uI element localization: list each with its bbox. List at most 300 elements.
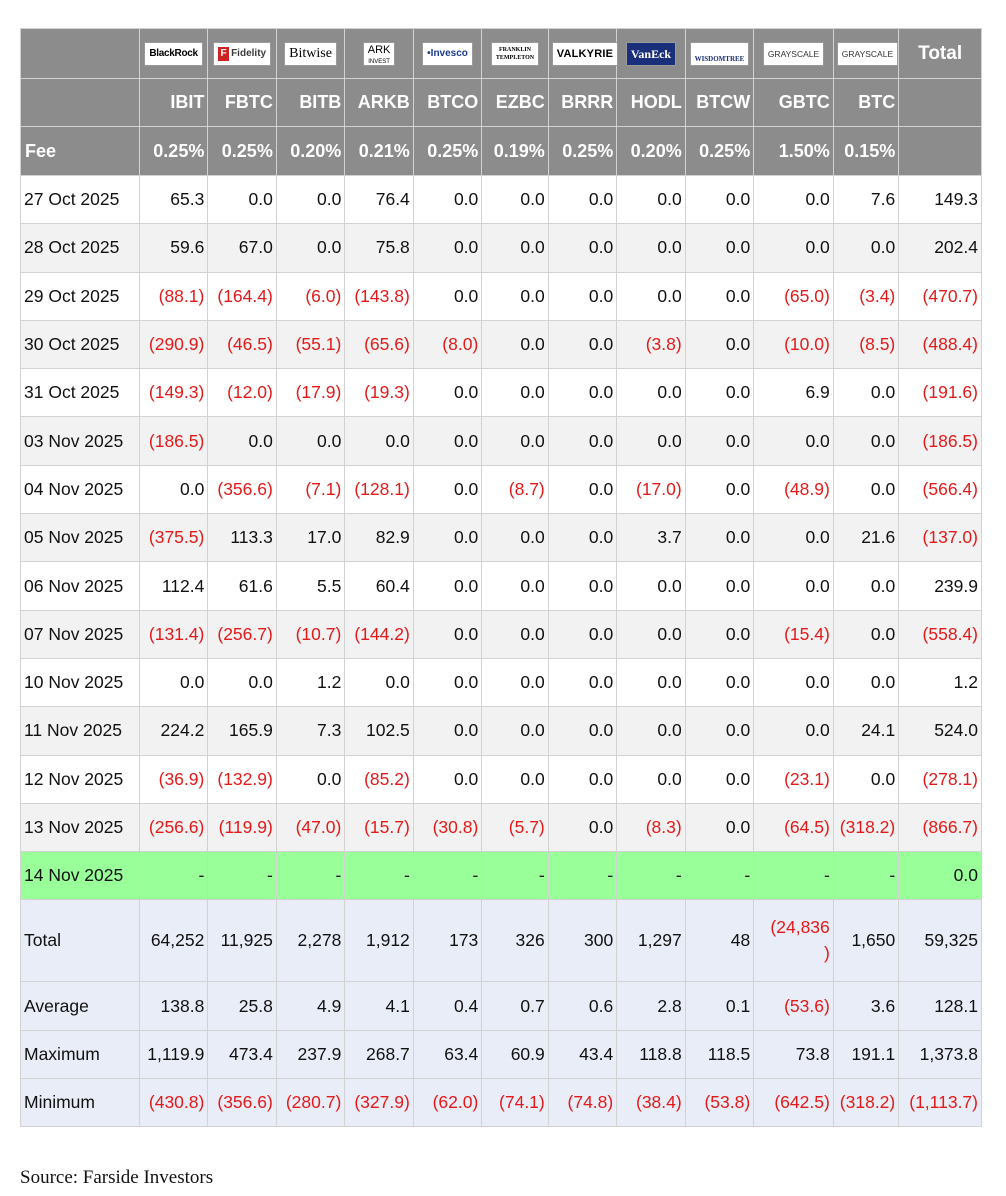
summary-cell: (24,836 ) xyxy=(754,900,834,982)
flow-cell: (64.5) xyxy=(754,803,834,851)
flow-cell: 0.0 xyxy=(617,755,685,803)
summary-cell: 191.1 xyxy=(833,1030,898,1078)
flow-cell: 0.0 xyxy=(139,658,207,706)
summary-cell: 25.8 xyxy=(208,982,276,1030)
summary-cell: (430.8) xyxy=(139,1079,207,1127)
flow-cell: 102.5 xyxy=(345,707,413,755)
flow-cell: - xyxy=(139,852,207,900)
flow-cell: (119.9) xyxy=(208,803,276,851)
flow-cell: 0.0 xyxy=(685,755,753,803)
fee-row xyxy=(21,127,982,176)
flow-cell: 0.0 xyxy=(548,610,616,658)
flow-cell: 0.0 xyxy=(548,272,616,320)
fidelity-logo: F Fidelity xyxy=(213,42,271,66)
flow-cell: (19.3) xyxy=(345,369,413,417)
flow-cell: (10.0) xyxy=(754,320,834,368)
flow-cell: 0.0 xyxy=(548,465,616,513)
flow-cell: - xyxy=(413,852,481,900)
table-row xyxy=(21,272,982,320)
flow-cell: (30.8) xyxy=(413,803,481,851)
header-corner-cell xyxy=(21,29,140,79)
flow-cell: 0.0 xyxy=(617,658,685,706)
table-row xyxy=(21,514,982,562)
summary-cell: 473.4 xyxy=(208,1030,276,1078)
bitcoin-etf-flows-table xyxy=(20,28,982,1127)
flow-cell: (356.6) xyxy=(208,465,276,513)
flow-cell: 0.0 xyxy=(345,658,413,706)
row-total: 0.0 xyxy=(899,852,982,900)
table-row xyxy=(21,224,982,272)
flow-cell: 0.0 xyxy=(413,369,481,417)
row-date: 14 Nov 2025 xyxy=(21,852,140,900)
summary-cell: 2.8 xyxy=(617,982,685,1030)
summary-cell: 118.8 xyxy=(617,1030,685,1078)
summary-cell: (38.4) xyxy=(617,1079,685,1127)
flow-cell: 0.0 xyxy=(413,514,481,562)
flow-cell: 0.0 xyxy=(548,803,616,851)
table-row xyxy=(21,417,982,465)
flow-cell: (144.2) xyxy=(345,610,413,658)
summary-row xyxy=(21,900,982,982)
row-date: 27 Oct 2025 xyxy=(21,176,140,224)
invesco-logo-cell xyxy=(413,29,481,79)
bitwise-logo-cell xyxy=(276,29,344,79)
row-date: 10 Nov 2025 xyxy=(21,658,140,706)
flow-cell: 0.0 xyxy=(617,369,685,417)
flow-cell: (15.4) xyxy=(754,610,834,658)
flow-cell: 0.0 xyxy=(413,224,481,272)
row-total: 524.0 xyxy=(899,707,982,755)
summary-cell: 0.6 xyxy=(548,982,616,1030)
summary-label: Total xyxy=(21,900,140,982)
flow-cell: 0.0 xyxy=(548,755,616,803)
flow-cell: - xyxy=(345,852,413,900)
fidelity-logo-cell xyxy=(208,29,276,79)
row-date: 29 Oct 2025 xyxy=(21,272,140,320)
invesco-logo: •Invesco xyxy=(422,42,473,66)
flow-cell: 0.0 xyxy=(482,369,548,417)
flow-cell: 76.4 xyxy=(345,176,413,224)
flow-cell: 0.0 xyxy=(413,272,481,320)
issuer-logo-row xyxy=(21,29,982,79)
flow-cell: 60.4 xyxy=(345,562,413,610)
blackrock-logo: BlackRock xyxy=(144,42,202,66)
flow-cell: 0.0 xyxy=(482,610,548,658)
row-date: 07 Nov 2025 xyxy=(21,610,140,658)
flow-cell: 0.0 xyxy=(482,514,548,562)
flow-cell: 0.0 xyxy=(685,610,753,658)
ticker-header: BTCW xyxy=(685,79,753,127)
row-date: 13 Nov 2025 xyxy=(21,803,140,851)
flow-cell: (256.6) xyxy=(139,803,207,851)
wisdomtree-logo: WISDOMTREE xyxy=(690,42,750,66)
ticker-header: BRRR xyxy=(548,79,616,127)
flow-cell: 0.0 xyxy=(208,658,276,706)
row-total: (137.0) xyxy=(899,514,982,562)
summary-section xyxy=(21,900,982,1127)
row-total: (191.6) xyxy=(899,369,982,417)
flow-cell: (3.8) xyxy=(617,320,685,368)
flow-cell: 0.0 xyxy=(833,224,898,272)
row-date: 31 Oct 2025 xyxy=(21,369,140,417)
flow-cell: 0.0 xyxy=(413,755,481,803)
flow-cell: (143.8) xyxy=(345,272,413,320)
flow-cell: 0.0 xyxy=(685,514,753,562)
flow-cell: - xyxy=(548,852,616,900)
summary-cell: 1,297 xyxy=(617,900,685,982)
flow-cell: 0.0 xyxy=(548,707,616,755)
summary-cell: 0.7 xyxy=(482,982,548,1030)
flow-cell: 0.0 xyxy=(548,224,616,272)
flow-cell: 0.0 xyxy=(754,514,834,562)
flow-cell: 0.0 xyxy=(413,176,481,224)
flow-cell: (3.4) xyxy=(833,272,898,320)
wisdomtree-logo-cell xyxy=(685,29,753,79)
flow-cell: (36.9) xyxy=(139,755,207,803)
flow-cell: 0.0 xyxy=(685,562,753,610)
summary-cell: (280.7) xyxy=(276,1079,344,1127)
flow-cell: 0.0 xyxy=(754,658,834,706)
table-row xyxy=(21,465,982,513)
fee-cell: 0.25% xyxy=(208,127,276,176)
total-column-header: Total xyxy=(899,29,982,79)
flow-cell: 0.0 xyxy=(413,658,481,706)
flow-cell: 0.0 xyxy=(617,610,685,658)
summary-cell: 1,912 xyxy=(345,900,413,982)
summary-cell: 11,925 xyxy=(208,900,276,982)
fee-label: Fee xyxy=(21,127,140,176)
flow-cell: 0.0 xyxy=(754,224,834,272)
valkyrie-logo: VALKYRIE xyxy=(552,42,618,66)
flow-cell: (10.7) xyxy=(276,610,344,658)
flow-cell: 0.0 xyxy=(413,417,481,465)
ticker-header: BTC xyxy=(833,79,898,127)
flow-cell: (149.3) xyxy=(139,369,207,417)
flow-cell: 0.0 xyxy=(685,176,753,224)
fee-cell: 0.20% xyxy=(617,127,685,176)
flow-cell: 0.0 xyxy=(548,417,616,465)
flow-cell: 112.4 xyxy=(139,562,207,610)
ticker-corner-cell xyxy=(21,79,140,127)
flow-cell: (256.7) xyxy=(208,610,276,658)
summary-total: 1,373.8 xyxy=(899,1030,982,1078)
flow-cell: 0.0 xyxy=(685,272,753,320)
flow-cell: 0.0 xyxy=(685,369,753,417)
summary-row xyxy=(21,1079,982,1127)
summary-cell: 1,650 xyxy=(833,900,898,982)
flow-cell: (55.1) xyxy=(276,320,344,368)
fee-cell: 1.50% xyxy=(754,127,834,176)
grayscale-gbtc-logo-cell xyxy=(754,29,834,79)
flow-cell: 82.9 xyxy=(345,514,413,562)
flow-cell: 0.0 xyxy=(833,562,898,610)
flow-cell: (8.0) xyxy=(413,320,481,368)
flow-cell: 0.0 xyxy=(548,369,616,417)
ticker-header: GBTC xyxy=(754,79,834,127)
summary-total: 128.1 xyxy=(899,982,982,1030)
flow-cell: 0.0 xyxy=(833,369,898,417)
flow-cell: (290.9) xyxy=(139,320,207,368)
table-row xyxy=(21,562,982,610)
row-date: 06 Nov 2025 xyxy=(21,562,140,610)
flow-cell: (186.5) xyxy=(139,417,207,465)
flow-cell: 0.0 xyxy=(482,755,548,803)
flow-cell: 1.2 xyxy=(276,658,344,706)
row-total: (470.7) xyxy=(899,272,982,320)
row-date: 05 Nov 2025 xyxy=(21,514,140,562)
flow-cell: 0.0 xyxy=(617,707,685,755)
table-row xyxy=(21,369,982,417)
flow-cell: 75.8 xyxy=(345,224,413,272)
flow-cell: 0.0 xyxy=(754,562,834,610)
flow-cell: (88.1) xyxy=(139,272,207,320)
ticker-header: IBIT xyxy=(139,79,207,127)
ticker-total-blank xyxy=(899,79,982,127)
table-row xyxy=(21,320,982,368)
ticker-header: EZBC xyxy=(482,79,548,127)
fidelity-f-icon: F xyxy=(218,47,229,61)
summary-cell: 4.1 xyxy=(345,982,413,1030)
summary-cell: 326 xyxy=(482,900,548,982)
flow-cell: 0.0 xyxy=(276,176,344,224)
row-date: 03 Nov 2025 xyxy=(21,417,140,465)
summary-cell: 43.4 xyxy=(548,1030,616,1078)
flow-cell: 0.0 xyxy=(833,610,898,658)
flow-cell: (6.0) xyxy=(276,272,344,320)
row-total: 149.3 xyxy=(899,176,982,224)
summary-cell: (74.8) xyxy=(548,1079,616,1127)
summary-cell: 1,119.9 xyxy=(139,1030,207,1078)
flow-cell: (164.4) xyxy=(208,272,276,320)
flow-cell: 0.0 xyxy=(276,417,344,465)
summary-cell: 138.8 xyxy=(139,982,207,1030)
summary-cell: (356.6) xyxy=(208,1079,276,1127)
row-date: 12 Nov 2025 xyxy=(21,755,140,803)
flow-cell: 0.0 xyxy=(685,658,753,706)
summary-cell: 48 xyxy=(685,900,753,982)
flow-cell: (7.1) xyxy=(276,465,344,513)
flow-cell: (47.0) xyxy=(276,803,344,851)
flow-cell: (8.3) xyxy=(617,803,685,851)
flow-cell: (318.2) xyxy=(833,803,898,851)
flow-cell: (375.5) xyxy=(139,514,207,562)
fee-cell: 0.15% xyxy=(833,127,898,176)
source-note: Source: Farside Investors xyxy=(20,1167,214,1188)
vaneck-logo-cell xyxy=(617,29,685,79)
summary-cell: 0.4 xyxy=(413,982,481,1030)
flow-cell: 165.9 xyxy=(208,707,276,755)
summary-cell: 237.9 xyxy=(276,1030,344,1078)
ark-invest-logo: ARK INVEST xyxy=(363,42,396,66)
row-total: (278.1) xyxy=(899,755,982,803)
flow-cell: (5.7) xyxy=(482,803,548,851)
grayscale-logo: GRAYSCALE xyxy=(763,42,824,66)
flow-cell: 17.0 xyxy=(276,514,344,562)
ticker-header: HODL xyxy=(617,79,685,127)
row-total: (866.7) xyxy=(899,803,982,851)
flow-cell: (17.0) xyxy=(617,465,685,513)
summary-cell: 4.9 xyxy=(276,982,344,1030)
flow-cell: 0.0 xyxy=(482,658,548,706)
flow-cell: 0.0 xyxy=(413,707,481,755)
summary-cell: (62.0) xyxy=(413,1079,481,1127)
flow-cell: 0.0 xyxy=(482,224,548,272)
row-total: (558.4) xyxy=(899,610,982,658)
flow-cell: (85.2) xyxy=(345,755,413,803)
flow-cell: 0.0 xyxy=(685,803,753,851)
flow-cell: 0.0 xyxy=(548,514,616,562)
table-row xyxy=(21,176,982,224)
flow-cell: (128.1) xyxy=(345,465,413,513)
flow-cell: (65.0) xyxy=(754,272,834,320)
flow-cell: 0.0 xyxy=(548,658,616,706)
fee-cell: 0.19% xyxy=(482,127,548,176)
flow-cell: 0.0 xyxy=(208,417,276,465)
table-row xyxy=(21,803,982,851)
ark-logo-cell xyxy=(345,29,413,79)
bitwise-logo: Bitwise xyxy=(284,42,337,66)
flow-cell: 0.0 xyxy=(345,417,413,465)
summary-label: Average xyxy=(21,982,140,1030)
flow-cell: 0.0 xyxy=(617,272,685,320)
flow-cell: 0.0 xyxy=(482,417,548,465)
summary-cell: 118.5 xyxy=(685,1030,753,1078)
flow-cell: 0.0 xyxy=(548,176,616,224)
summary-label: Minimum xyxy=(21,1079,140,1127)
flow-cell: 0.0 xyxy=(754,176,834,224)
flow-cell: 65.3 xyxy=(139,176,207,224)
flow-cell: 21.6 xyxy=(833,514,898,562)
flow-cell: 0.0 xyxy=(413,562,481,610)
flow-cell: 5.5 xyxy=(276,562,344,610)
flow-cell: (132.9) xyxy=(208,755,276,803)
row-total: (488.4) xyxy=(899,320,982,368)
summary-total: (1,113.7) xyxy=(899,1079,982,1127)
table-row xyxy=(21,610,982,658)
row-date: 04 Nov 2025 xyxy=(21,465,140,513)
flow-cell: 0.0 xyxy=(617,224,685,272)
summary-cell: 3.6 xyxy=(833,982,898,1030)
fee-cell: 0.25% xyxy=(685,127,753,176)
row-total: 1.2 xyxy=(899,658,982,706)
summary-cell: 64,252 xyxy=(139,900,207,982)
summary-row xyxy=(21,982,982,1030)
ticker-header: FBTC xyxy=(208,79,276,127)
row-date: 11 Nov 2025 xyxy=(21,707,140,755)
summary-label: Maximum xyxy=(21,1030,140,1078)
flow-cell: 224.2 xyxy=(139,707,207,755)
flow-cell: (46.5) xyxy=(208,320,276,368)
row-date: 28 Oct 2025 xyxy=(21,224,140,272)
row-total: (566.4) xyxy=(899,465,982,513)
vaneck-logo: VanEck xyxy=(626,42,676,66)
fee-cell: 0.20% xyxy=(276,127,344,176)
ticker-header: BITB xyxy=(276,79,344,127)
flow-cell: 0.0 xyxy=(685,465,753,513)
flow-cell: - xyxy=(754,852,834,900)
table-row xyxy=(21,852,982,900)
summary-cell: (642.5) xyxy=(754,1079,834,1127)
flow-cell: 0.0 xyxy=(413,610,481,658)
flow-cell: 0.0 xyxy=(276,755,344,803)
flow-cell: 0.0 xyxy=(754,417,834,465)
summary-cell: (74.1) xyxy=(482,1079,548,1127)
flow-cell: 0.0 xyxy=(139,465,207,513)
summary-cell: (318.2) xyxy=(833,1079,898,1127)
franklin-templeton-logo: FRANKLIN TEMPLETON xyxy=(491,42,539,66)
flow-cell: - xyxy=(685,852,753,900)
valkyrie-logo-cell xyxy=(548,29,616,79)
flow-cell: (23.1) xyxy=(754,755,834,803)
flow-cell: 0.0 xyxy=(548,562,616,610)
flow-cell: (17.9) xyxy=(276,369,344,417)
flow-cell: (48.9) xyxy=(754,465,834,513)
summary-cell: 60.9 xyxy=(482,1030,548,1078)
summary-row xyxy=(21,1030,982,1078)
grayscale-mini-logo: GRAYSCALE xyxy=(837,42,898,66)
flow-cell: 0.0 xyxy=(754,707,834,755)
flow-cell: 0.0 xyxy=(685,320,753,368)
row-total: 202.4 xyxy=(899,224,982,272)
etf-flow-table-container xyxy=(20,28,982,1127)
flow-cell: (8.5) xyxy=(833,320,898,368)
table-row xyxy=(21,755,982,803)
flow-cell: (65.6) xyxy=(345,320,413,368)
ticker-header: ARKB xyxy=(345,79,413,127)
flow-cell: 0.0 xyxy=(482,272,548,320)
flow-cell: 0.0 xyxy=(617,562,685,610)
summary-total: 59,325 xyxy=(899,900,982,982)
flow-cell: 3.7 xyxy=(617,514,685,562)
ticker-header: BTCO xyxy=(413,79,481,127)
flow-cell: 0.0 xyxy=(482,707,548,755)
flow-cell: (8.7) xyxy=(482,465,548,513)
flow-cell: 0.0 xyxy=(482,320,548,368)
flow-cell: 0.0 xyxy=(833,755,898,803)
flow-cell: 0.0 xyxy=(276,224,344,272)
flow-cell: - xyxy=(833,852,898,900)
summary-cell: 268.7 xyxy=(345,1030,413,1078)
flow-cell: 67.0 xyxy=(208,224,276,272)
flow-cell: - xyxy=(482,852,548,900)
flow-cell: 0.0 xyxy=(617,176,685,224)
row-total: 239.9 xyxy=(899,562,982,610)
flow-cell: 61.6 xyxy=(208,562,276,610)
flow-cell: 59.6 xyxy=(139,224,207,272)
summary-cell: (327.9) xyxy=(345,1079,413,1127)
ticker-row xyxy=(21,79,982,127)
summary-cell: 2,278 xyxy=(276,900,344,982)
flow-cell: 0.0 xyxy=(617,417,685,465)
flow-cell: 0.0 xyxy=(685,707,753,755)
table-row xyxy=(21,707,982,755)
flow-cell: 0.0 xyxy=(833,417,898,465)
table-header xyxy=(21,29,982,176)
flow-cell: (12.0) xyxy=(208,369,276,417)
fee-cell: 0.25% xyxy=(413,127,481,176)
flow-cell: 0.0 xyxy=(482,176,548,224)
blackrock-logo-cell xyxy=(139,29,207,79)
flow-cell: 0.0 xyxy=(548,320,616,368)
flow-cell: 7.6 xyxy=(833,176,898,224)
flow-cell: 24.1 xyxy=(833,707,898,755)
flow-cell: - xyxy=(617,852,685,900)
flow-cell: (131.4) xyxy=(139,610,207,658)
flow-cell: 0.0 xyxy=(685,417,753,465)
row-date: 30 Oct 2025 xyxy=(21,320,140,368)
flow-cell: - xyxy=(276,852,344,900)
flow-cell: (15.7) xyxy=(345,803,413,851)
